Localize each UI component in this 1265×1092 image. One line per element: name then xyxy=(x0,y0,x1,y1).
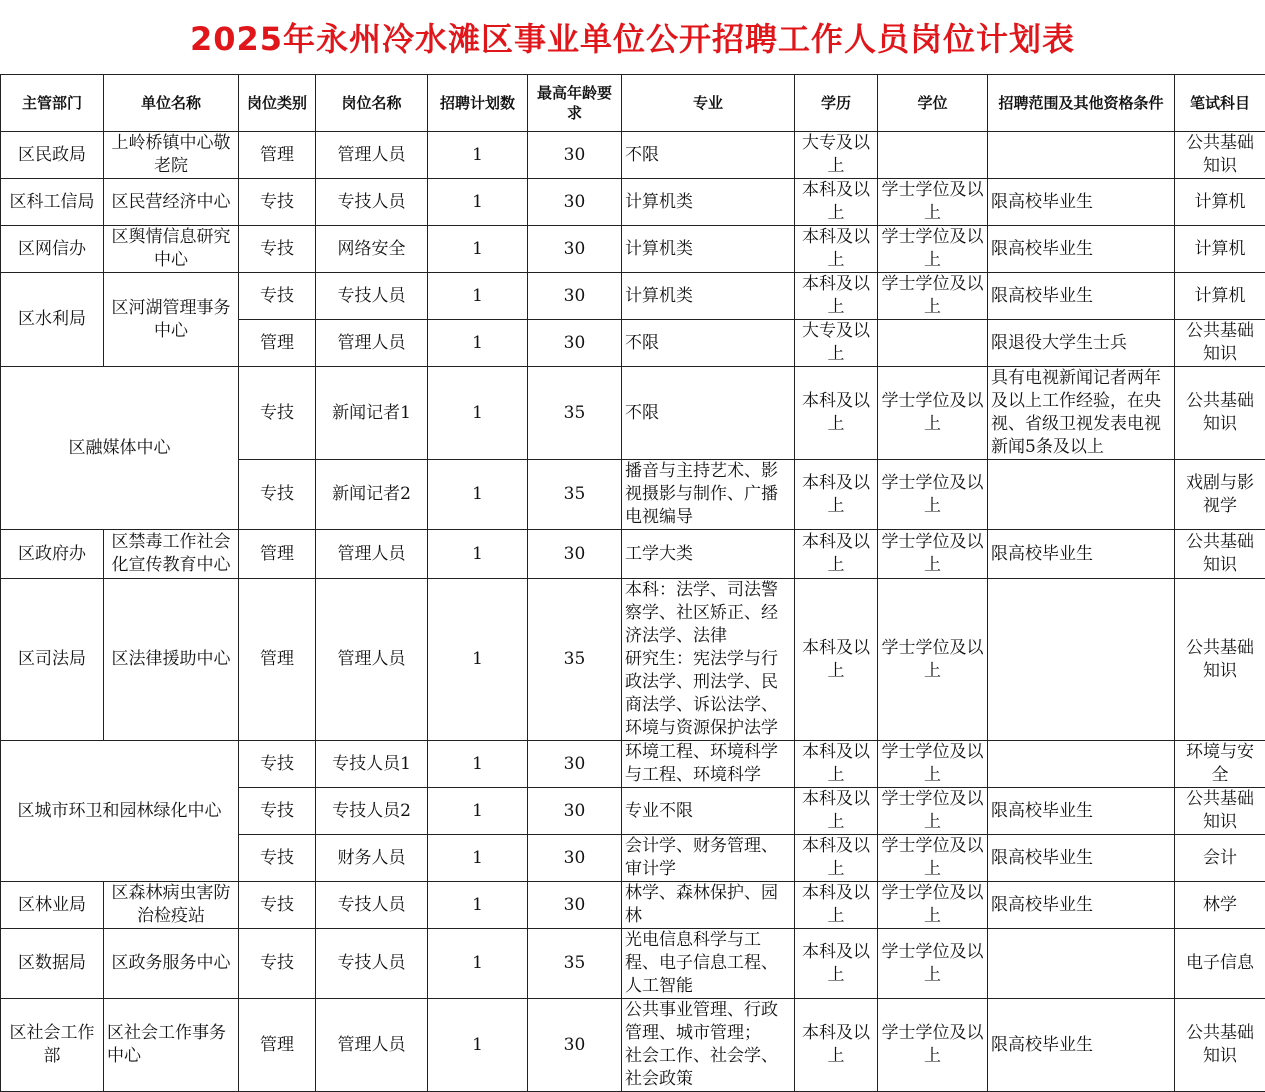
header-major: 专业 xyxy=(622,75,795,132)
cell-age: 30 xyxy=(528,788,622,835)
cell-exam: 公共基础知识 xyxy=(1175,579,1265,741)
cell-exam: 计算机 xyxy=(1175,179,1265,226)
cell-dept: 区司法局 xyxy=(1,579,104,741)
cell-unit: 区政务服务中心 xyxy=(104,929,239,999)
table-row xyxy=(1,741,1265,788)
cell-exam: 公共基础知识 xyxy=(1175,530,1265,579)
cell-major: 计算机类 xyxy=(622,179,795,226)
table-row xyxy=(1,882,1265,929)
header-post: 岗位名称 xyxy=(316,75,428,132)
cell-edu: 本科及以上 xyxy=(795,788,878,835)
cell-count: 1 xyxy=(428,132,528,179)
cell-count: 1 xyxy=(428,929,528,999)
cell-count: 1 xyxy=(428,367,528,460)
cell-scope: 限高校毕业生 xyxy=(988,882,1175,929)
cell-scope xyxy=(988,929,1175,999)
cell-exam: 林学 xyxy=(1175,882,1265,929)
cell-category: 专技 xyxy=(239,835,316,882)
cell-post: 财务人员 xyxy=(316,835,428,882)
cell-degree: 学士学位及以上 xyxy=(878,367,988,460)
cell-major: 不限 xyxy=(622,132,795,179)
cell-post: 新闻记者2 xyxy=(316,460,428,530)
header-dept: 主管部门 xyxy=(1,75,104,132)
cell-count: 1 xyxy=(428,835,528,882)
cell-category: 专技 xyxy=(239,179,316,226)
cell-major: 播音与主持艺术、影视摄影与制作、广播电视编导 xyxy=(622,460,795,530)
cell-exam: 计算机 xyxy=(1175,226,1265,273)
cell-major: 环境工程、环境科学与工程、环境科学 xyxy=(622,741,795,788)
cell-major: 专业不限 xyxy=(622,788,795,835)
cell-major: 计算机类 xyxy=(622,226,795,273)
header-category: 岗位类别 xyxy=(239,75,316,132)
table-row xyxy=(1,929,1265,999)
cell-degree xyxy=(878,132,988,179)
page-title: 2025年永州冷水滩区事业单位公开招聘工作人员岗位计划表 xyxy=(0,0,1265,74)
cell-exam: 公共基础知识 xyxy=(1175,367,1265,460)
cell-edu: 本科及以上 xyxy=(795,273,878,320)
cell-count: 1 xyxy=(428,460,528,530)
cell-dept: 区社会工作部 xyxy=(1,999,104,1092)
cell-category: 专技 xyxy=(239,273,316,320)
header-edu: 学历 xyxy=(795,75,878,132)
cell-major: 不限 xyxy=(622,367,795,460)
cell-edu: 本科及以上 xyxy=(795,929,878,999)
cell-major: 工学大类 xyxy=(622,530,795,579)
cell-count: 1 xyxy=(428,320,528,367)
cell-major: 本科：法学、司法警察学、社区矫正、经济法学、法律 研究生：宪法学与行政法学、刑法学、民商法学、诉讼法学、环境与资源保护法学 xyxy=(622,579,795,741)
header-age: 最高年龄要求 xyxy=(528,75,622,132)
cell-category: 管理 xyxy=(239,132,316,179)
cell-scope: 限高校毕业生 xyxy=(988,999,1175,1092)
cell-category: 管理 xyxy=(239,320,316,367)
cell-unit: 区舆情信息研究中心 xyxy=(104,226,239,273)
cell-degree: 学士学位及以上 xyxy=(878,835,988,882)
cell-category: 专技 xyxy=(239,226,316,273)
table-row xyxy=(1,999,1265,1092)
cell-exam: 会计 xyxy=(1175,835,1265,882)
table-row xyxy=(1,179,1265,226)
cell-scope xyxy=(988,741,1175,788)
cell-count: 1 xyxy=(428,788,528,835)
cell-scope: 限高校毕业生 xyxy=(988,788,1175,835)
cell-post: 专技人员 xyxy=(316,882,428,929)
cell-major: 林学、森林保护、园林 xyxy=(622,882,795,929)
cell-post: 专技人员2 xyxy=(316,788,428,835)
cell-edu: 本科及以上 xyxy=(795,179,878,226)
cell-degree: 学士学位及以上 xyxy=(878,273,988,320)
cell-age: 30 xyxy=(528,226,622,273)
cell-scope: 限高校毕业生 xyxy=(988,273,1175,320)
cell-degree: 学士学位及以上 xyxy=(878,999,988,1092)
cell-degree: 学士学位及以上 xyxy=(878,579,988,741)
cell-age: 30 xyxy=(528,882,622,929)
recruitment-table xyxy=(0,74,1265,1092)
cell-dept: 区城市环卫和园林绿化中心 xyxy=(1,741,239,882)
cell-scope: 限高校毕业生 xyxy=(988,226,1175,273)
cell-edu: 本科及以上 xyxy=(795,226,878,273)
header-count: 招聘计划数 xyxy=(428,75,528,132)
cell-age: 35 xyxy=(528,460,622,530)
cell-unit: 区社会工作事务中心 xyxy=(104,999,239,1092)
cell-exam: 公共基础知识 xyxy=(1175,320,1265,367)
cell-degree: 学士学位及以上 xyxy=(878,179,988,226)
cell-category: 专技 xyxy=(239,788,316,835)
header-scope: 招聘范围及其他资格条件 xyxy=(988,75,1175,132)
cell-major: 光电信息科学与工程、电子信息工程、人工智能 xyxy=(622,929,795,999)
cell-edu: 本科及以上 xyxy=(795,367,878,460)
cell-scope: 限退役大学生士兵 xyxy=(988,320,1175,367)
cell-dept: 区科工信局 xyxy=(1,179,104,226)
cell-count: 1 xyxy=(428,579,528,741)
cell-major: 公共事业管理、行政管理、城市管理； 社会工作、社会学、社会政策 xyxy=(622,999,795,1092)
cell-category: 专技 xyxy=(239,882,316,929)
cell-edu: 本科及以上 xyxy=(795,579,878,741)
cell-degree: 学士学位及以上 xyxy=(878,741,988,788)
cell-post: 专技人员1 xyxy=(316,741,428,788)
cell-scope: 具有电视新闻记者两年及以上工作经验，在央视、省级卫视发表电视新闻5条及以上 xyxy=(988,367,1175,460)
cell-major: 计算机类 xyxy=(622,273,795,320)
cell-unit: 区法律援助中心 xyxy=(104,579,239,741)
cell-degree: 学士学位及以上 xyxy=(878,882,988,929)
cell-post: 新闻记者1 xyxy=(316,367,428,460)
cell-category: 专技 xyxy=(239,460,316,530)
cell-count: 1 xyxy=(428,179,528,226)
cell-exam: 戏剧与影视学 xyxy=(1175,460,1265,530)
cell-count: 1 xyxy=(428,882,528,929)
cell-unit: 区河湖管理事务中心 xyxy=(104,273,239,367)
cell-scope xyxy=(988,579,1175,741)
header-exam: 笔试科目 xyxy=(1175,75,1265,132)
cell-count: 1 xyxy=(428,273,528,320)
cell-exam: 电子信息 xyxy=(1175,929,1265,999)
cell-degree: 学士学位及以上 xyxy=(878,460,988,530)
cell-count: 1 xyxy=(428,999,528,1092)
cell-degree: 学士学位及以上 xyxy=(878,788,988,835)
cell-unit: 区民营经济中心 xyxy=(104,179,239,226)
cell-post: 专技人员 xyxy=(316,929,428,999)
cell-category: 专技 xyxy=(239,741,316,788)
header-degree: 学位 xyxy=(878,75,988,132)
cell-category: 专技 xyxy=(239,367,316,460)
cell-post: 管理人员 xyxy=(316,530,428,579)
cell-category: 管理 xyxy=(239,999,316,1092)
cell-category: 管理 xyxy=(239,530,316,579)
cell-age: 35 xyxy=(528,579,622,741)
cell-exam: 公共基础知识 xyxy=(1175,788,1265,835)
cell-post: 管理人员 xyxy=(316,579,428,741)
cell-edu: 大专及以上 xyxy=(795,132,878,179)
cell-age: 30 xyxy=(528,835,622,882)
table-row xyxy=(1,530,1265,579)
cell-count: 1 xyxy=(428,741,528,788)
cell-exam: 环境与安全 xyxy=(1175,741,1265,788)
cell-unit: 区禁毒工作社会化宣传教育中心 xyxy=(104,530,239,579)
cell-major: 会计学、财务管理、审计学 xyxy=(622,835,795,882)
cell-exam: 公共基础知识 xyxy=(1175,999,1265,1092)
cell-post: 专技人员 xyxy=(316,179,428,226)
cell-edu: 大专及以上 xyxy=(795,320,878,367)
table-row xyxy=(1,226,1265,273)
cell-edu: 本科及以上 xyxy=(795,882,878,929)
cell-post: 管理人员 xyxy=(316,320,428,367)
cell-count: 1 xyxy=(428,226,528,273)
cell-degree: 学士学位及以上 xyxy=(878,226,988,273)
cell-post: 网络安全 xyxy=(316,226,428,273)
table-row xyxy=(1,132,1265,179)
cell-scope xyxy=(988,460,1175,530)
cell-degree xyxy=(878,320,988,367)
cell-edu: 本科及以上 xyxy=(795,741,878,788)
cell-age: 30 xyxy=(528,999,622,1092)
cell-age: 30 xyxy=(528,273,622,320)
header-row xyxy=(1,75,1265,132)
cell-exam: 公共基础知识 xyxy=(1175,132,1265,179)
cell-age: 30 xyxy=(528,320,622,367)
cell-count: 1 xyxy=(428,530,528,579)
table-row xyxy=(1,367,1265,460)
cell-category: 专技 xyxy=(239,929,316,999)
cell-major: 不限 xyxy=(622,320,795,367)
cell-unit: 区森林病虫害防治检疫站 xyxy=(104,882,239,929)
cell-age: 30 xyxy=(528,741,622,788)
cell-age: 35 xyxy=(528,367,622,460)
cell-age: 35 xyxy=(528,929,622,999)
cell-post: 专技人员 xyxy=(316,273,428,320)
cell-dept: 区林业局 xyxy=(1,882,104,929)
cell-degree: 学士学位及以上 xyxy=(878,530,988,579)
cell-age: 30 xyxy=(528,530,622,579)
cell-dept: 区融媒体中心 xyxy=(1,367,239,530)
cell-dept: 区网信办 xyxy=(1,226,104,273)
cell-age: 30 xyxy=(528,132,622,179)
table-row xyxy=(1,273,1265,320)
cell-edu: 本科及以上 xyxy=(795,530,878,579)
cell-scope: 限高校毕业生 xyxy=(988,179,1175,226)
cell-dept: 区民政局 xyxy=(1,132,104,179)
cell-post: 管理人员 xyxy=(316,132,428,179)
header-unit: 单位名称 xyxy=(104,75,239,132)
cell-dept: 区政府办 xyxy=(1,530,104,579)
cell-degree: 学士学位及以上 xyxy=(878,929,988,999)
cell-edu: 本科及以上 xyxy=(795,999,878,1092)
cell-post: 管理人员 xyxy=(316,999,428,1092)
cell-scope: 限高校毕业生 xyxy=(988,530,1175,579)
cell-exam: 计算机 xyxy=(1175,273,1265,320)
cell-dept: 区水利局 xyxy=(1,273,104,367)
cell-scope xyxy=(988,132,1175,179)
cell-scope: 限高校毕业生 xyxy=(988,835,1175,882)
cell-age: 30 xyxy=(528,179,622,226)
cell-unit: 上岭桥镇中心敬老院 xyxy=(104,132,239,179)
cell-category: 管理 xyxy=(239,579,316,741)
cell-edu: 本科及以上 xyxy=(795,460,878,530)
table-row xyxy=(1,579,1265,741)
cell-dept: 区数据局 xyxy=(1,929,104,999)
cell-edu: 本科及以上 xyxy=(795,835,878,882)
